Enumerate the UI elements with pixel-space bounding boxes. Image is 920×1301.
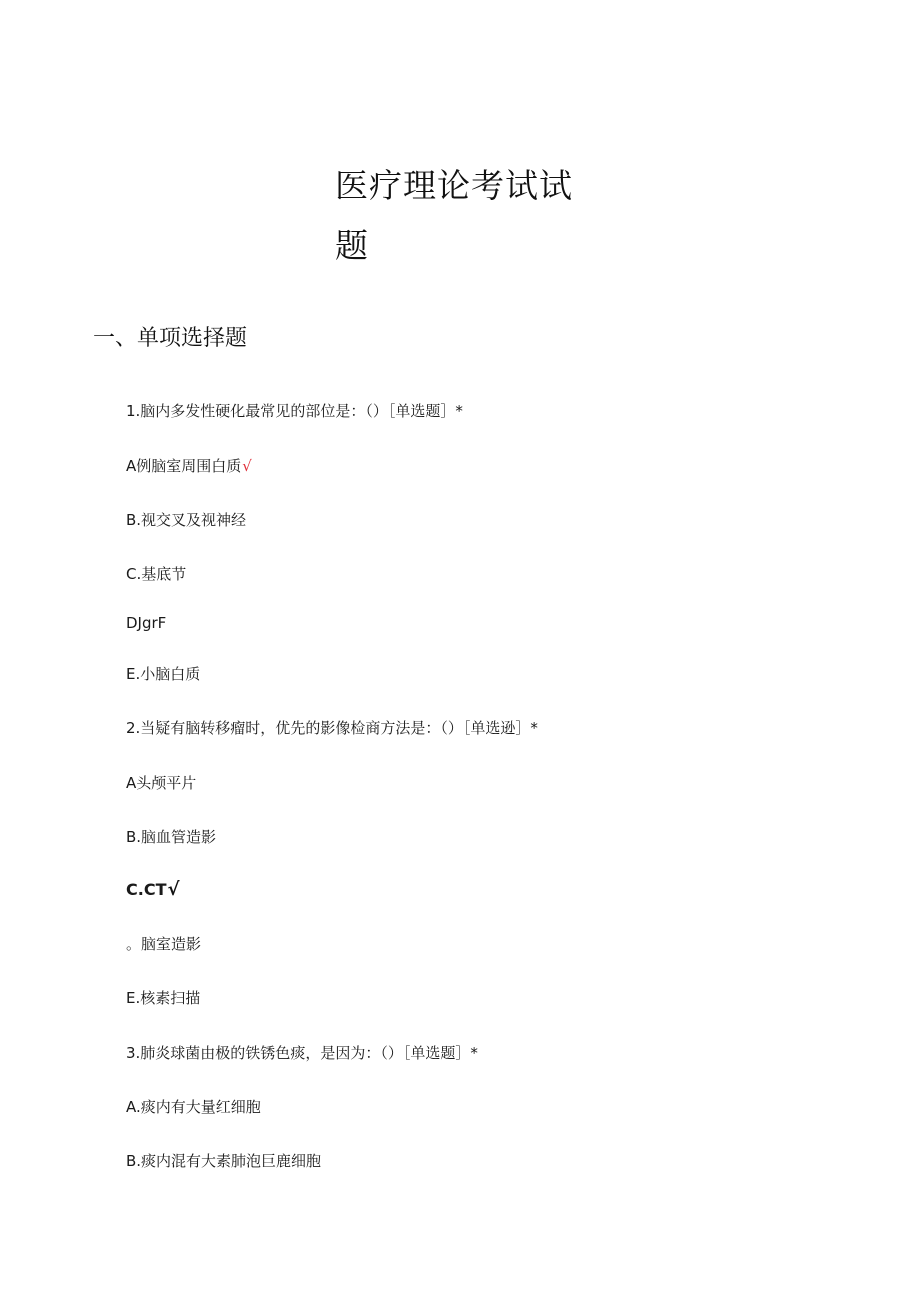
- section-heading: 一、单项选择题: [93, 326, 248, 351]
- option-1b: [126, 509, 246, 531]
- option-2c: [126, 879, 180, 901]
- option-2e: [126, 987, 200, 1009]
- option-text: C.基底节: [126, 565, 187, 583]
- page-title-line-2: 题: [335, 226, 369, 265]
- question-text: 2.当疑有脑转移瘤时，优先的影像检商方法是：（）［单选逊］*: [126, 719, 538, 737]
- page-title-line-1: 医疗理论考试试: [335, 166, 573, 205]
- question-3: [126, 1042, 478, 1064]
- question-1: [126, 400, 463, 422]
- option-1e: [126, 663, 200, 685]
- option-text: A.痰内有大量红细胞: [126, 1098, 261, 1116]
- option-1d: [126, 612, 166, 634]
- check-mark-icon: √: [167, 879, 180, 900]
- option-1a: [126, 455, 252, 477]
- option-text: C.CT: [126, 880, 167, 899]
- option-text: A头颅平片: [126, 774, 197, 792]
- question-text: 3.肺炎球菌由极的铁锈色痰，是因为：（）［单选题］*: [126, 1044, 478, 1062]
- option-3b: [126, 1150, 321, 1172]
- question-2: [126, 717, 538, 739]
- option-1c: [126, 563, 186, 585]
- option-text: E.小脑白质: [126, 665, 201, 683]
- option-3a: [126, 1096, 261, 1118]
- option-text: B.脑血管造影: [126, 828, 217, 846]
- option-2b: [126, 826, 216, 848]
- option-text: 。脑室造影: [126, 935, 202, 953]
- option-text: B.视交叉及视神经: [126, 511, 247, 529]
- check-mark-icon: √: [242, 457, 252, 475]
- option-2a: [126, 772, 196, 794]
- option-text: E.核素扫描: [126, 989, 201, 1007]
- option-text: DJgrF: [126, 614, 167, 632]
- option-text: A例脑室周围白质: [126, 457, 242, 475]
- option-2d: [126, 933, 201, 955]
- question-text: 1.脑内多发性硬化最常见的部位是：（）［单选题］*: [126, 402, 463, 420]
- option-text: B.痰内混有大素肺泡巨鹿细胞: [126, 1152, 322, 1170]
